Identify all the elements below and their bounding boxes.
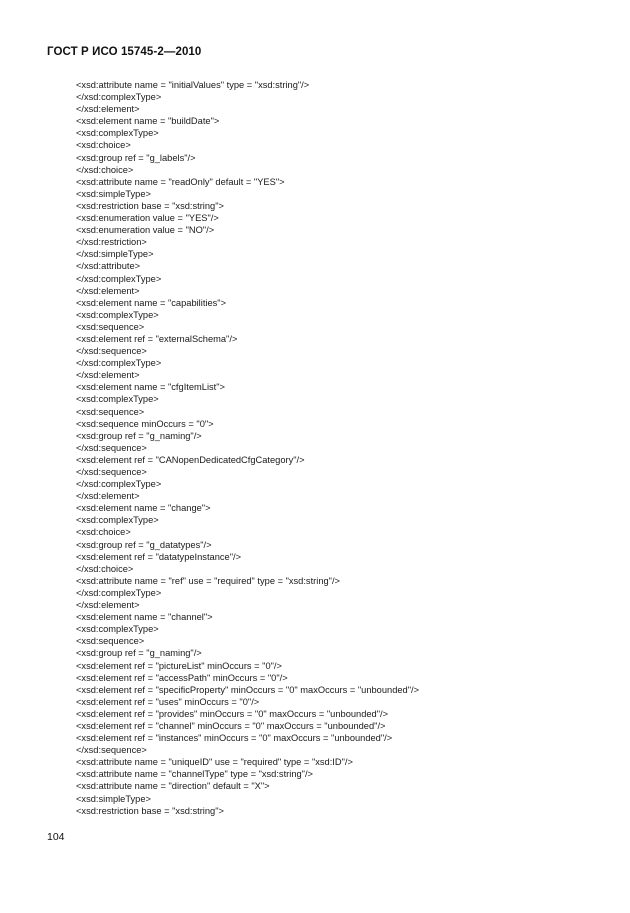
code-line: <xsd:attribute name = "ref" use = "required" type = "xsd:string"/> — [76, 575, 340, 586]
code-line: <xsd:complexType> — [76, 624, 159, 635]
code-line: <xsd:enumeration value = "NO"/> — [76, 225, 215, 236]
xsd-code-listing — [76, 79, 419, 817]
code-line: </xsd:complexType> — [76, 479, 162, 490]
code-line: <xsd:complexType> — [76, 309, 159, 320]
code-line: </xsd:complexType> — [76, 358, 162, 369]
code-line: </xsd:choice> — [76, 563, 134, 574]
code-line: </xsd:choice> — [76, 164, 134, 175]
code-line: <xsd:element name = "change"> — [76, 503, 211, 514]
page-header-title: ГОСТ Р ИСО 15745-2—2010 — [47, 46, 202, 58]
code-line: </xsd:sequence> — [76, 442, 147, 453]
code-line: <xsd:group ref = "g_datatypes"/> — [76, 539, 212, 550]
code-line: <xsd:element ref = "externalSchema"/> — [76, 333, 238, 344]
code-line: <xsd:element name = "capabilities"> — [76, 297, 227, 308]
code-line: <xsd:complexType> — [76, 515, 159, 526]
code-line: <xsd:attribute name = "uniqueID" use = "required" type = "xsd:ID"/> — [76, 757, 353, 768]
code-line: <xsd:element name = "channel"> — [76, 612, 213, 623]
code-line: </xsd:restriction> — [76, 237, 147, 248]
code-line: </xsd:element> — [76, 370, 140, 381]
page-number: 104 — [47, 831, 65, 843]
code-line: <xsd:attribute name = "channelType" type = "xsd:string"/> — [76, 769, 313, 780]
code-line: <xsd:restriction base = "xsd:string"> — [76, 200, 224, 211]
code-line: <xsd:attribute name = "initialValues" type = "xsd:string"/> — [76, 80, 310, 90]
code-line: <xsd:simpleType> — [76, 188, 151, 199]
code-line: </xsd:element> — [76, 285, 140, 296]
code-line: <xsd:element ref = "instances" minOccurs = "0" maxOccurs = "unbounded"/> — [76, 733, 393, 744]
code-line: <xsd:choice> — [76, 527, 131, 538]
code-line: <xsd:group ref = "g_labels"/> — [76, 152, 196, 163]
code-line: </xsd:element> — [76, 491, 140, 502]
code-line: <xsd:group ref = "g_naming"/> — [76, 648, 202, 659]
code-line: </xsd:complexType> — [76, 92, 162, 103]
code-line: <xsd:attribute name = "direction" default = "X"> — [76, 781, 270, 792]
code-line: <xsd:element ref = "pictureList" minOccurs = "0"/> — [76, 660, 282, 671]
code-line: <xsd:group ref = "g_naming"/> — [76, 430, 202, 441]
code-line: <xsd:element ref = "CANopenDedicatedCfgCategory"/> — [76, 454, 305, 465]
code-line: <xsd:sequence> — [76, 321, 145, 332]
code-line: <xsd:choice> — [76, 140, 131, 151]
code-line: <xsd:attribute name = "readOnly" default = "YES"> — [76, 176, 285, 187]
code-line: </xsd:sequence> — [76, 467, 147, 477]
code-line: </xsd:complexType> — [76, 587, 162, 598]
code-line: <xsd:simpleType> — [76, 793, 151, 804]
code-line: <xsd:enumeration value = "YES"/> — [76, 213, 219, 224]
code-line: <xsd:element ref = "provides" minOccurs = "0" maxOccurs = "unbounded"/> — [76, 708, 389, 719]
code-line: <xsd:element ref = "specificProperty" minOccurs = "0" maxOccurs = "unbounded"/> — [76, 684, 420, 695]
code-line: <xsd:element ref = "uses" minOccurs = "0"/> — [76, 696, 260, 707]
code-line: <xsd:element name = "buildDate"> — [76, 116, 220, 127]
code-line: </xsd:simpleType> — [76, 249, 154, 260]
code-line: <xsd:element ref = "datatypeInstance"/> — [76, 551, 242, 562]
code-line: <xsd:element name = "cfgItemList"> — [76, 382, 225, 393]
code-line: <xsd:restriction base = "xsd:string"> — [76, 805, 224, 816]
code-line: <xsd:element ref = "channel" minOccurs = "0" maxOccurs = "unbounded"/> — [76, 720, 386, 731]
code-line: <xsd:complexType> — [76, 394, 159, 405]
code-line: </xsd:element> — [76, 104, 140, 115]
code-line: </xsd:complexType> — [76, 273, 162, 284]
code-line: </xsd:attribute> — [76, 261, 141, 272]
code-line: <xsd:sequence> — [76, 406, 145, 417]
code-line: <xsd:sequence> — [76, 636, 145, 647]
code-line: <xsd:complexType> — [76, 128, 159, 139]
code-line: </xsd:sequence> — [76, 346, 147, 357]
code-line: </xsd:sequence> — [76, 745, 147, 756]
code-line: <xsd:sequence minOccurs = "0"> — [76, 418, 214, 429]
code-line: </xsd:element> — [76, 600, 140, 611]
code-line: <xsd:element ref = "accessPath" minOccurs = "0"/> — [76, 672, 288, 683]
